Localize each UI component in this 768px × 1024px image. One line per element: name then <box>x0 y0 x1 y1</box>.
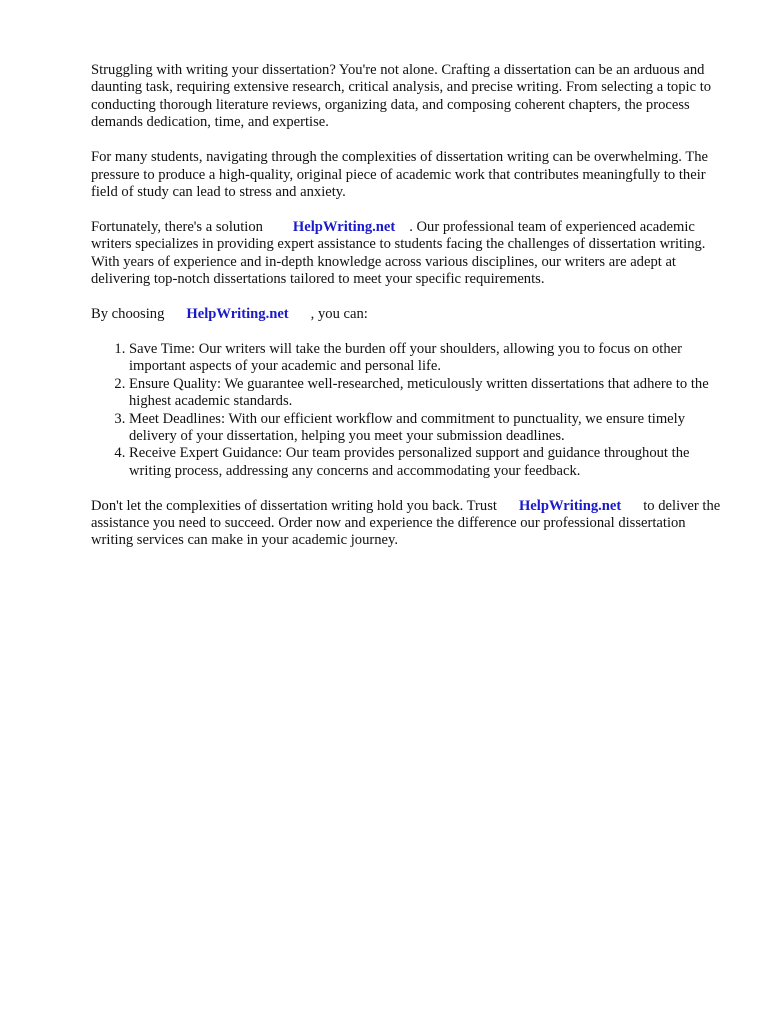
intro-paragraph: Struggling with writing your dissertation? You're not alone. Crafting a dissertation can be an arduous and daunting task, requiring extensive research, critical analysis, and precise writing. From selecting a topic to conducting thorough literature reviews, organizing data, and composing coherent chapters, the process demands dedication, time, and expertise. <box>91 62 712 131</box>
benefits-list <box>91 341 731 480</box>
pressure-paragraph: For many students, navigating through the complexities of dissertation writing can be overwhelming. The pressure to produce a high-quality, original piece of academic work that contributes meaningfully to their field of study can lead to stress and anxiety. <box>91 149 709 200</box>
solution-text-before: Fortunately, there's a solution <box>91 218 263 235</box>
closing-paragraph <box>91 498 731 550</box>
helpwriting-link-1[interactable]: HelpWriting.net <box>292 218 396 235</box>
solution-paragraph <box>91 219 731 289</box>
list-item: 1. Save Time: Our writers will take the burden off your shoulders, allowing you to focus on other important aspects of your academic and personal life. <box>129 341 731 376</box>
closing-text-before: Don't let the complexities of dissertation writing hold you back. Trust <box>91 497 497 514</box>
choosing-paragraph <box>91 306 731 323</box>
document-body <box>91 62 731 567</box>
list-item: 3. Meet Deadlines: With our efficient workflow and commitment to punctuality, we ensure timely delivery of your dissertation, helping you meet your submission deadlines. <box>129 411 731 446</box>
choosing-text-before: By choosing <box>91 305 165 322</box>
helpwriting-link-2[interactable]: HelpWriting.net <box>186 305 289 322</box>
list-item: 2. Ensure Quality: We guarantee well-researched, meticulously written dissertations that adhere to the highest academic standards. <box>129 376 731 411</box>
closing-text-after: to deliver the assistance you need to succeed. Order now and experience the difference our professional dissertation writing services can make in your academic journey. <box>91 497 721 549</box>
helpwriting-link-3[interactable]: HelpWriting.net <box>518 497 622 514</box>
solution-text-after: . Our professional team of experienced academic writers specializes in providing expert assistance to students facing the challenges of dissertation writing. With years of experience and in-depth knowledge across various disciplines, our writers are adept at delivering top-notch dissertations tailored to meet your specific requirements. <box>91 218 706 288</box>
list-item: 4. Receive Expert Guidance: Our team provides personalized support and guidance throughout the writing process, addressing any concerns and accommodating your feedback. <box>129 445 731 480</box>
choosing-text-after: , you can: <box>310 305 368 322</box>
